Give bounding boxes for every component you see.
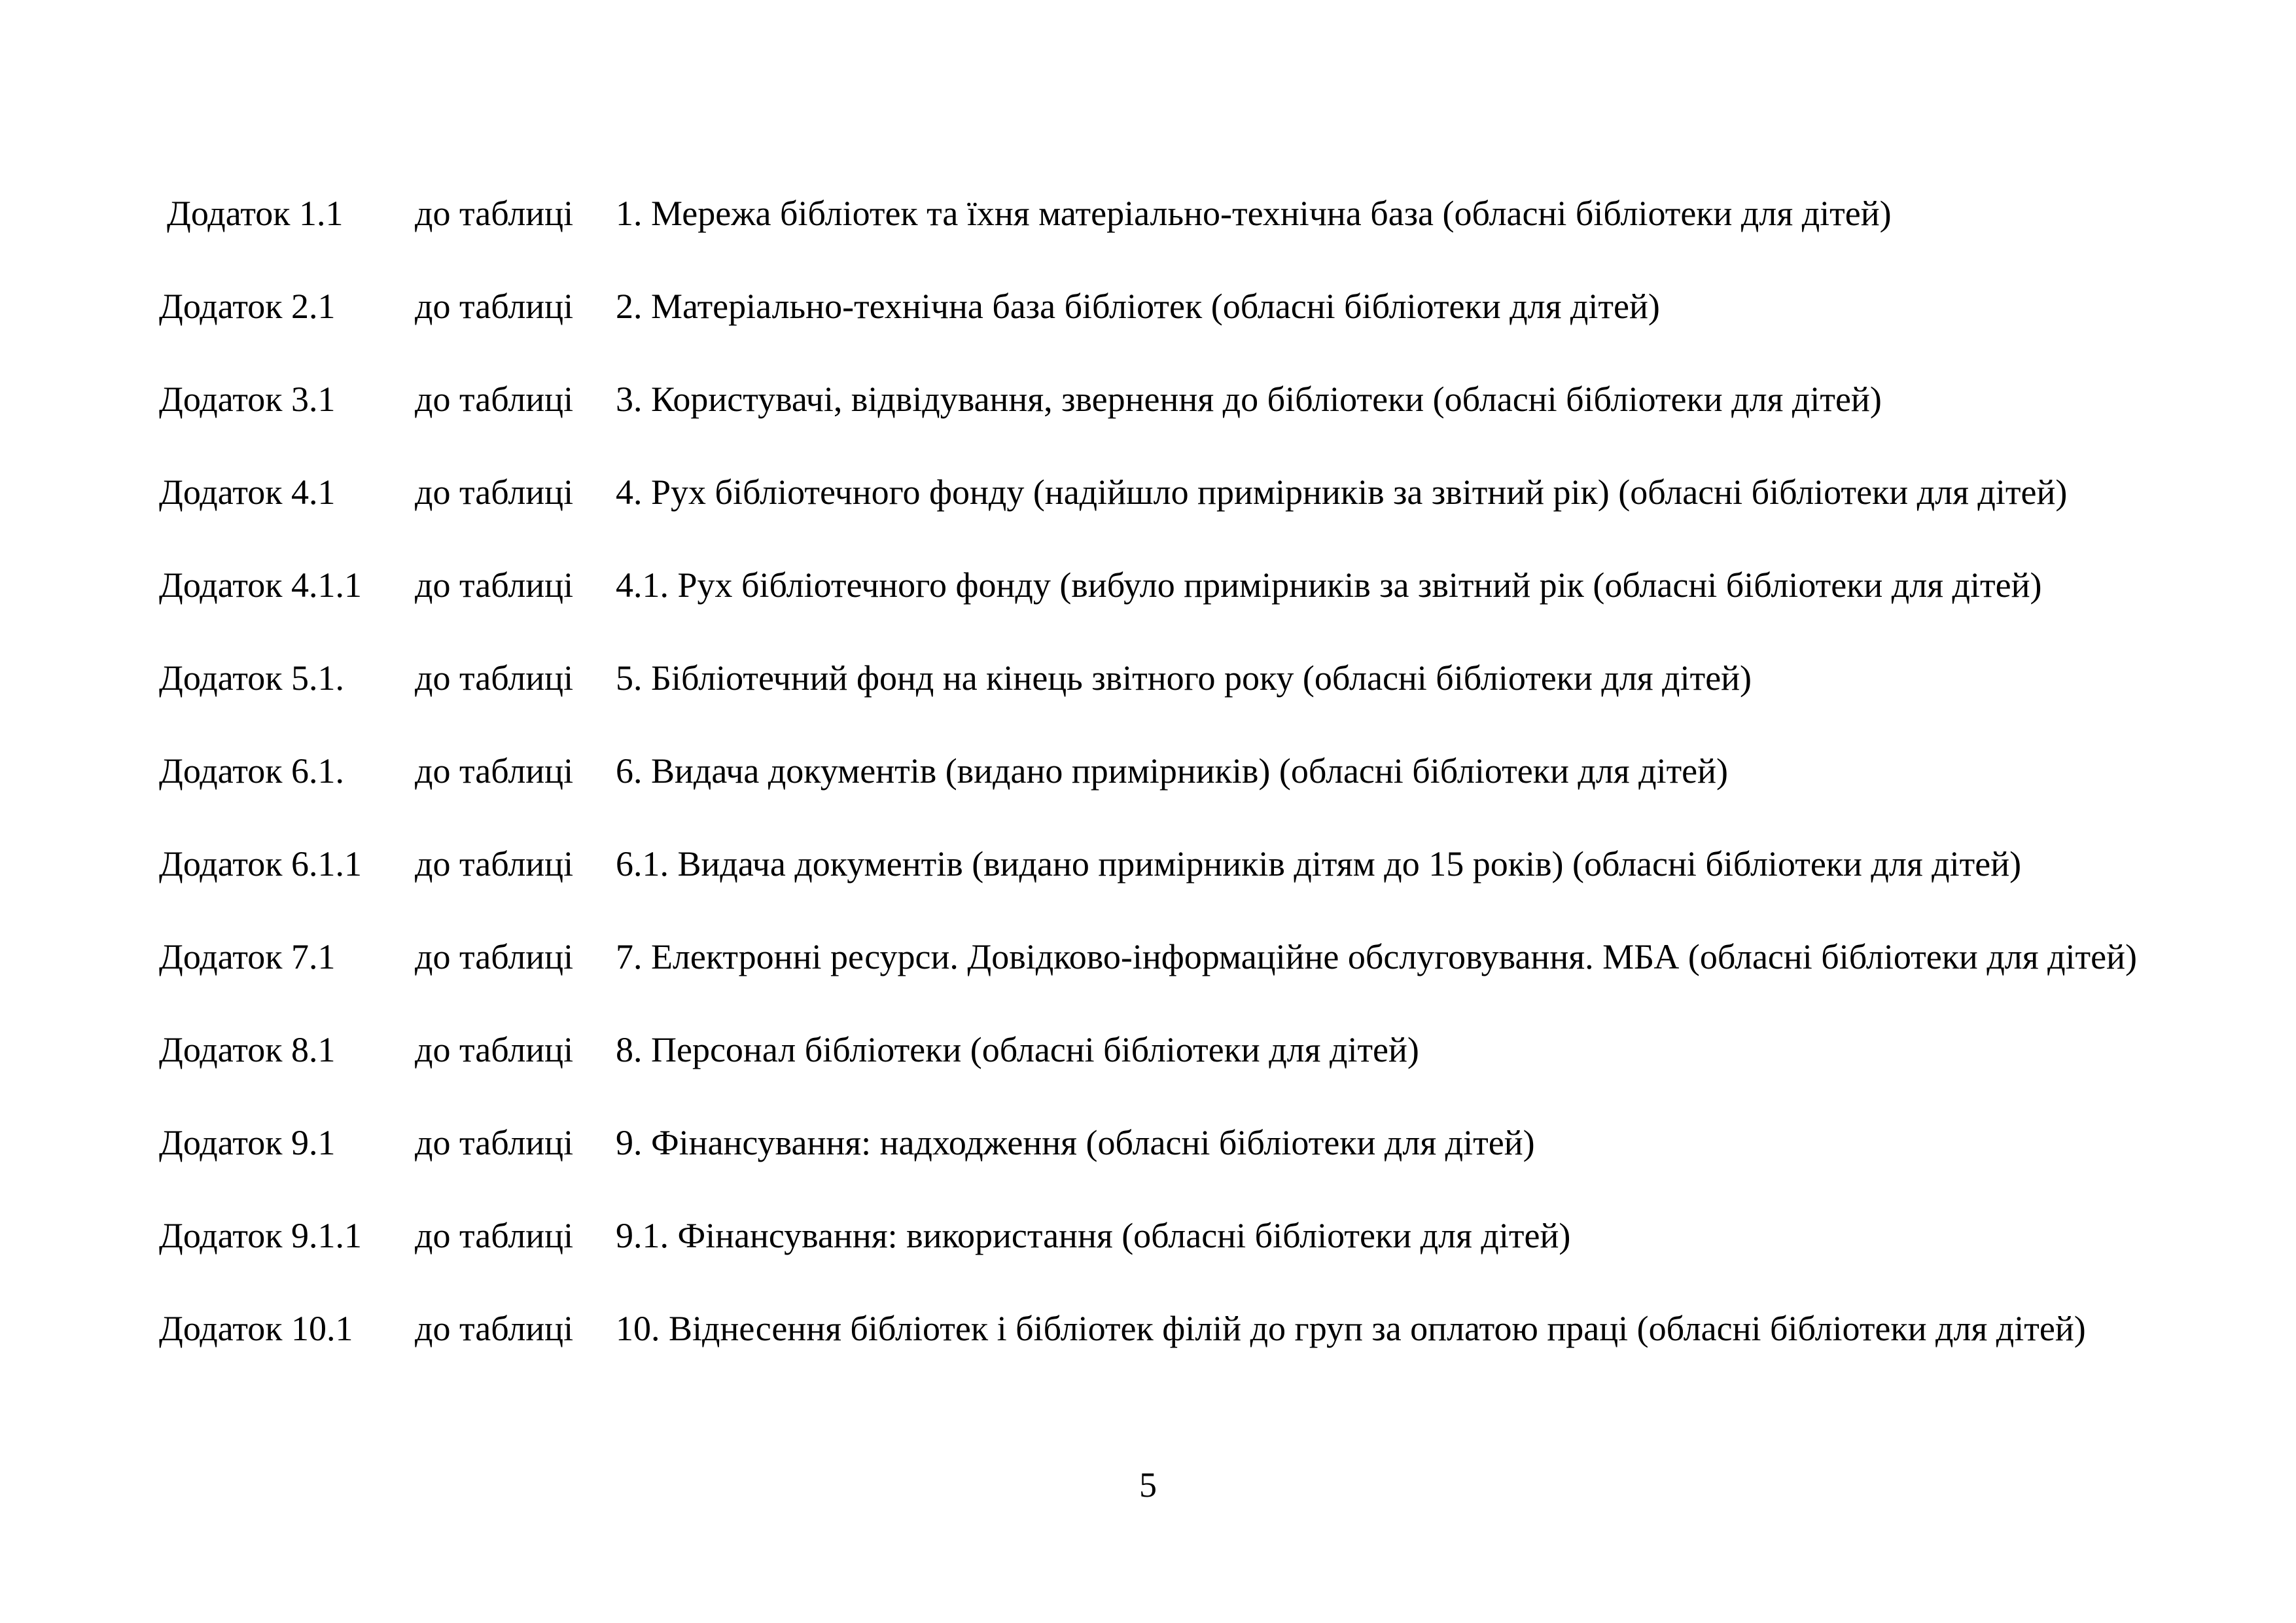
appendix-entry bbox=[159, 1120, 2187, 1213]
appendix-number: Додаток 6.1.1 bbox=[159, 844, 362, 883]
to-table-label: до таблиці bbox=[415, 658, 574, 698]
to-table-label: до таблиці bbox=[415, 473, 574, 512]
appendix-entry bbox=[159, 1213, 2187, 1306]
appendix-number: Додаток 6.1. bbox=[159, 751, 344, 791]
appendix-entry bbox=[159, 191, 2187, 284]
appendix-number: Додаток 9.1 bbox=[159, 1123, 336, 1162]
appendix-entry bbox=[159, 656, 2187, 749]
table-description: 8. Персонал бібліотеки (обласні бібліотеки для дітей) bbox=[616, 1030, 1419, 1069]
table-description: 6. Видача документів (видано примірників) (обласні бібліотеки для дітей) bbox=[616, 751, 1729, 791]
table-description: 5. Бібліотечний фонд на кінець звітного року (обласні бібліотеки для дітей) bbox=[616, 658, 1752, 698]
to-table-label: до таблиці bbox=[415, 287, 574, 326]
page-number: 5 bbox=[1139, 1465, 1157, 1505]
to-table-label: до таблиці bbox=[415, 565, 574, 605]
appendix-entry bbox=[159, 377, 2187, 470]
to-table-label: до таблиці bbox=[415, 1030, 574, 1069]
appendix-entry bbox=[159, 284, 2187, 377]
appendix-entry bbox=[159, 563, 2187, 656]
to-table-label: до таблиці bbox=[415, 194, 574, 233]
table-description: 10. Віднесення бібліотек і бібліотек філій до груп за оплатою праці (обласні бібліотеки для дітей) bbox=[616, 1309, 2086, 1348]
appendix-number: Додаток 4.1 bbox=[159, 473, 336, 512]
table-description: 9. Фінансування: надходження (обласні бібліотеки для дітей) bbox=[616, 1123, 1535, 1162]
to-table-label: до таблиці bbox=[415, 1216, 574, 1255]
table-description: 2. Матеріально-технічна база бібліотек (обласні бібліотеки для дітей) bbox=[616, 287, 1660, 326]
table-description: 1. Мережа бібліотек та їхня матеріально-технічна база (обласні бібліотеки для дітей) bbox=[616, 194, 1892, 233]
appendix-entry bbox=[159, 935, 2187, 1027]
appendix-entry bbox=[159, 1027, 2187, 1120]
table-description: 7. Електронні ресурси. Довідково-інформаційне обслуговування. МБА (обласні бібліотеки для дітей) bbox=[616, 937, 2138, 976]
table-description: 6.1. Видача документів (видано примірників дітям до 15 років) (обласні бібліотеки для дітей) bbox=[616, 844, 2022, 883]
table-description: 4.1. Рух бібліотечного фонду (вибуло примірників за звітний рік (обласні бібліотеки для дітей) bbox=[616, 565, 2042, 605]
appendix-number: Додаток 3.1 bbox=[159, 380, 336, 419]
to-table-label: до таблиці bbox=[415, 937, 574, 976]
to-table-label: до таблиці bbox=[415, 1123, 574, 1162]
to-table-label: до таблиці bbox=[415, 844, 574, 883]
appendix-list bbox=[159, 191, 2187, 1399]
appendix-entry bbox=[159, 1306, 2187, 1399]
to-table-label: до таблиці bbox=[415, 1309, 574, 1348]
appendix-number: Додаток 9.1.1 bbox=[159, 1216, 362, 1255]
appendix-number: Додаток 10.1 bbox=[159, 1309, 353, 1348]
table-description: 3. Користувачі, відвідування, звернення до бібліотеки (обласні бібліотеки для дітей) bbox=[616, 380, 1882, 419]
table-description: 4. Рух бібліотечного фонду (надійшло примірників за звітний рік) (обласні бібліотеки для дітей) bbox=[616, 473, 2068, 512]
appendix-number: Додаток 5.1. bbox=[159, 658, 344, 698]
appendix-entry bbox=[159, 470, 2187, 563]
to-table-label: до таблиці bbox=[415, 751, 574, 791]
appendix-entry bbox=[159, 842, 2187, 935]
table-description: 9.1. Фінансування: використання (обласні бібліотеки для дітей) bbox=[616, 1216, 1571, 1255]
appendix-entry bbox=[159, 749, 2187, 842]
appendix-number: Додаток 4.1.1 bbox=[159, 565, 362, 605]
appendix-number: Додаток 7.1 bbox=[159, 937, 336, 976]
appendix-number: Додаток 2.1 bbox=[159, 287, 336, 326]
appendix-number: Додаток 1.1 bbox=[167, 194, 344, 233]
appendix-number: Додаток 8.1 bbox=[159, 1030, 336, 1069]
to-table-label: до таблиці bbox=[415, 380, 574, 419]
